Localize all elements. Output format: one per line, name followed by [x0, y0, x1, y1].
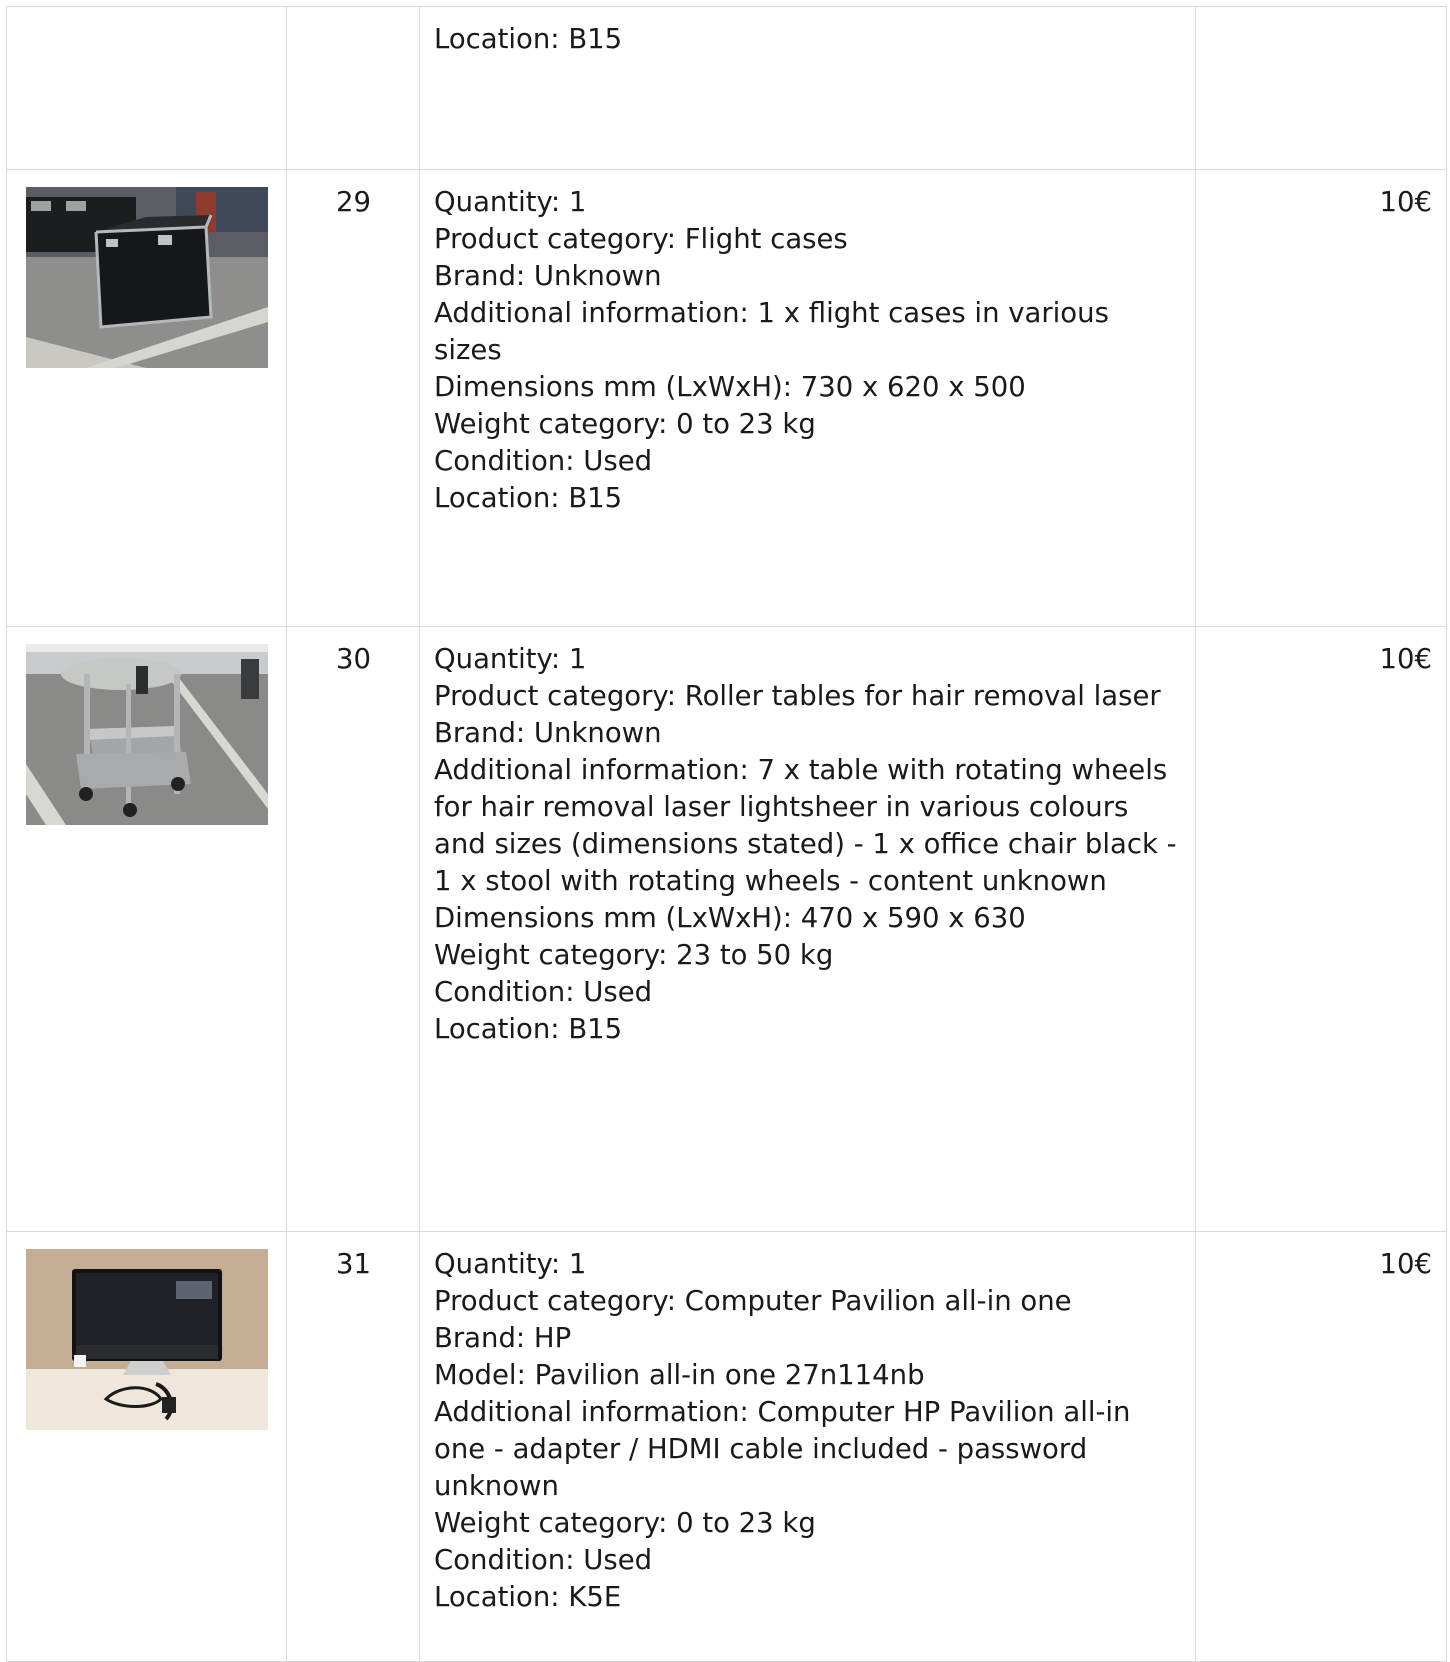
- description-line: Additional information: 1 x flight cases in various sizes: [434, 297, 1109, 366]
- description-line: Condition: Used: [434, 445, 653, 477]
- price: 10€: [1196, 170, 1447, 627]
- description-line: Condition: Used: [434, 976, 653, 1008]
- lots-table: [6, 6, 1447, 1662]
- description-cell: [420, 170, 1196, 627]
- description-line: Product category: Computer Pavilion all-in one: [434, 1285, 1072, 1317]
- lot-number: 30: [287, 627, 420, 1232]
- image-cell: [7, 627, 287, 1232]
- description-line: Location: K5E: [434, 1581, 622, 1613]
- description-line: Brand: Unknown: [434, 260, 662, 292]
- description-line: Weight category: 0 to 23 kg: [434, 1507, 816, 1539]
- description-line: Quantity: 1: [434, 186, 587, 218]
- description-line: Weight category: 23 to 50 kg: [434, 939, 834, 971]
- price: [1196, 7, 1447, 170]
- flight-case-photo[interactable]: [26, 187, 268, 368]
- description-line: Location: B15: [434, 23, 623, 55]
- lot-number: [287, 7, 420, 170]
- description-line: Product category: Flight cases: [434, 223, 848, 255]
- lot-number: 29: [287, 170, 420, 627]
- description-line: Quantity: 1: [434, 643, 587, 675]
- description-line: Dimensions mm (LxWxH): 470 x 590 x 630: [434, 902, 1026, 934]
- description-line: Model: Pavilion all-in one 27n114nb: [434, 1359, 925, 1391]
- description-line: Product category: Roller tables for hair removal laser: [434, 680, 1161, 712]
- lot-number: 31: [287, 1232, 420, 1662]
- description-line: Additional information: Computer HP Pavilion all-in one - adapter / HDMI cable included - password unknown: [434, 1396, 1131, 1502]
- description-line: Location: B15: [434, 482, 623, 514]
- table-row: [7, 1232, 1447, 1662]
- image-cell: [7, 7, 287, 170]
- price: 10€: [1196, 1232, 1447, 1662]
- description-line: Condition: Used: [434, 1544, 653, 1576]
- image-cell: [7, 1232, 287, 1662]
- price: 10€: [1196, 627, 1447, 1232]
- table-row: [7, 170, 1447, 627]
- description-cell: [420, 1232, 1196, 1662]
- table-row: [7, 627, 1447, 1232]
- roller-table-photo[interactable]: [26, 644, 268, 825]
- description-cell: [420, 7, 1196, 170]
- description-line: Quantity: 1: [434, 1248, 587, 1280]
- description-line: Dimensions mm (LxWxH): 730 x 620 x 500: [434, 371, 1026, 403]
- description-line: Brand: HP: [434, 1322, 572, 1354]
- description-line: Additional information: 7 x table with rotating wheels for hair removal laser lightsheer in various colours and sizes (dimensions stated) - 1 x office chair black - 1 x stool with rotating wheels - content unknown: [434, 754, 1177, 897]
- hp-pavilion-computer-photo[interactable]: [26, 1249, 268, 1430]
- description-line: Location: B15: [434, 1013, 623, 1045]
- description-line: Brand: Unknown: [434, 717, 662, 749]
- table-row: [7, 7, 1447, 170]
- image-cell: [7, 170, 287, 627]
- description-line: Weight category: 0 to 23 kg: [434, 408, 816, 440]
- description-cell: [420, 627, 1196, 1232]
